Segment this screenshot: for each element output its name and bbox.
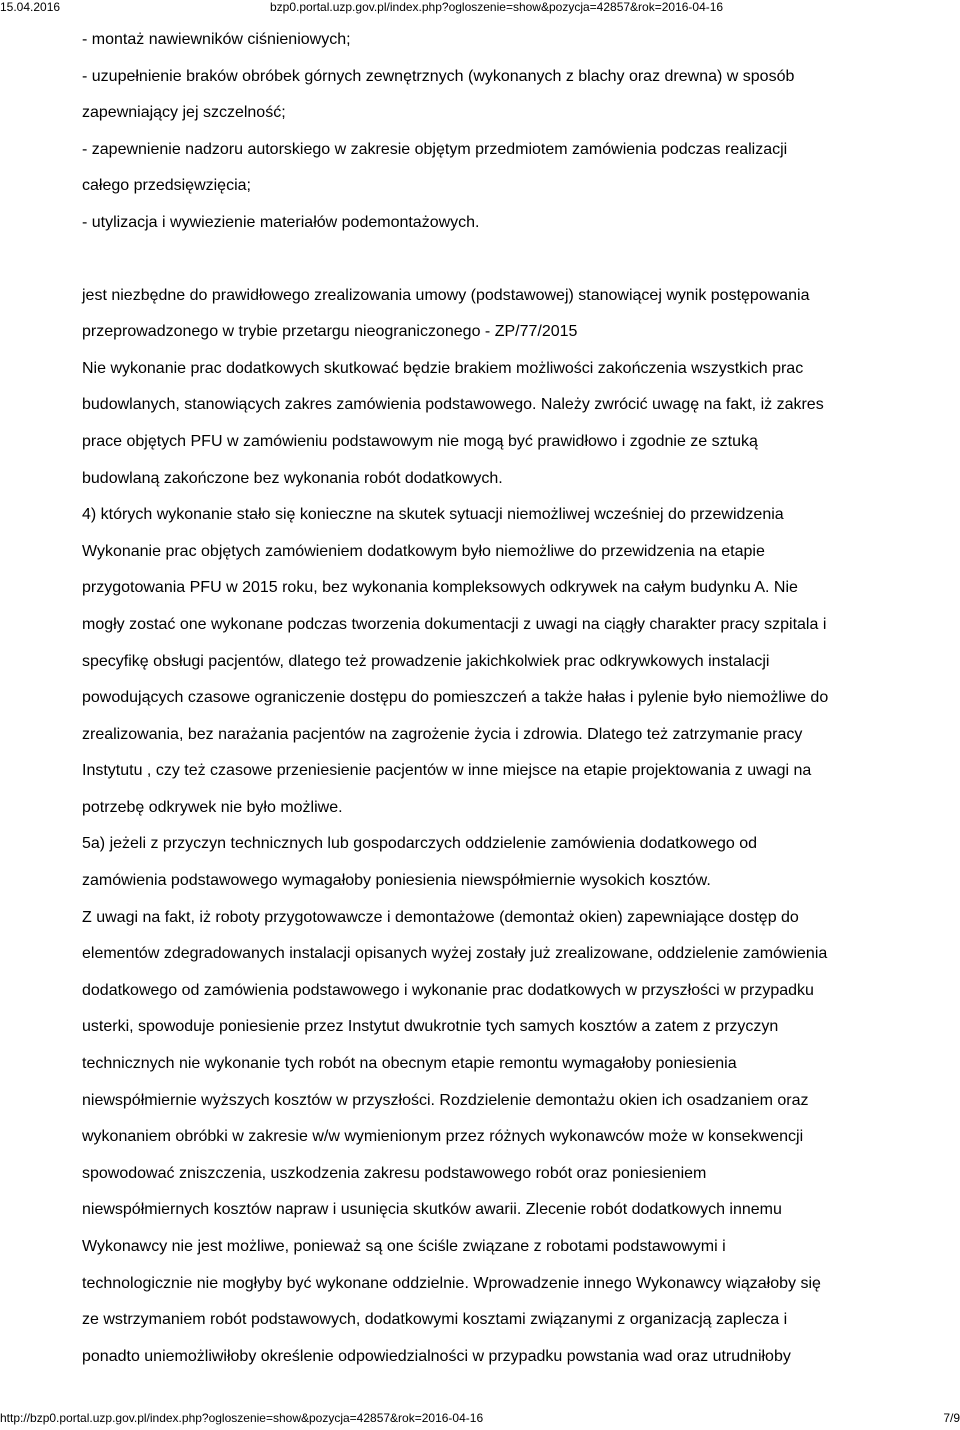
- print-footer: [0, 1411, 960, 1427]
- text-line: przygotowania PFU w 2015 roku, bez wykonania kompleksowych odkrywek na całym budynku A. Nie: [82, 579, 798, 597]
- text-line: potrzebę odkrywek nie było możliwe.: [82, 798, 343, 816]
- text-line: usterki, spowoduje poniesienie przez Instytut dwukrotnie tych samych kosztów a zatem z przyczyn: [82, 1018, 779, 1036]
- text-line: Instytutu , czy też czasowe przeniesienie pacjentów w inne miejsce na etapie projektowania z uwagi na: [82, 762, 812, 780]
- page-number: 7/9: [943, 1411, 960, 1425]
- text-line: spowodować zniszczenia, uszkodzenia zakresu podstawowego robót oraz poniesieniem: [82, 1164, 707, 1182]
- text-line: Z uwagi na fakt, iż roboty przygotowawcze i demontażowe (demontaż okien) zapewniające dostęp do: [82, 908, 799, 926]
- text-line: powodujących czasowe ograniczenie dostępu do pomieszczeń a także hałas i pylenie było niemożliwe do: [82, 689, 829, 707]
- text-line: jest niezbędne do prawidłowego zrealizowania umowy (podstawowej) stanowiącej wynik postępowania: [82, 286, 810, 304]
- text-line: specyfikę obsługi pacjentów, dlatego też prowadzenie jakichkolwiek prac odkrywkowych instalacji: [82, 652, 770, 670]
- text-line: całego przedsięwzięcia;: [82, 177, 251, 195]
- text-line: elementów zdegradowanych instalacji opisanych wyżej zostały już zrealizowane, oddzielenie zamówienia: [82, 945, 828, 963]
- text-line: niewspółmiernych kosztów napraw i usunięcia skutków awarii. Zlecenie robót dodatkowych innemu: [82, 1201, 782, 1219]
- footer-url: http://bzp0.portal.uzp.gov.pl/index.php?ogloszenie=show&pozycja=42857&rok=2016-04-16: [0, 1411, 484, 1425]
- text-line: niewspółmiernie wyższych kosztów w przyszłości. Rozdzielenie demontażu okien ich osadzaniem oraz: [82, 1091, 809, 1109]
- document-body: [82, 22, 948, 1375]
- paragraph-gap: [82, 242, 948, 278]
- text-line: - zapewnienie nadzoru autorskiego w zakresie objętym przedmiotem zamówienia podczas realizacji: [82, 140, 788, 158]
- text-line: Wykonanie prac objętych zamówieniem dodatkowym było niemożliwe do przewidzenia na etapie: [82, 542, 765, 560]
- text-line: Nie wykonanie prac dodatkowych skutkować będzie brakiem możliwości zakończenia wszystkich prac: [82, 359, 804, 377]
- print-page-title: bzp0.portal.uzp.gov.pl/index.php?ogloszenie=show&pozycja=42857&rok=2016-04-16: [270, 0, 724, 14]
- text-line: dodatkowego od zamówienia podstawowego i wykonanie prac dodatkowych w przyszłości w przypadku: [82, 981, 814, 999]
- text-line: - utylizacja i wywiezienie materiałów podemontażowych.: [82, 213, 480, 231]
- text-line: budowlanych, stanowiących zakres zamówienia podstawowego. Należy zwrócić uwagę na fakt, iż zakres: [82, 396, 824, 414]
- text-line: wykonaniem obróbki w zakresie w/w wymienionym przez różnych wykonawców może w konsekwencji: [82, 1128, 804, 1146]
- text-line: - montaż nawiewników ciśnieniowych;: [82, 31, 351, 48]
- print-header: [0, 0, 960, 16]
- text-line: zamówienia podstawowego wymagałoby poniesienia niewspółmiernie wysokich kosztów.: [82, 872, 711, 890]
- text-line: - uzupełnienie braków obróbek górnych zewnętrznych (wykonanych z blachy oraz drewna) w sposób: [82, 67, 795, 85]
- text-line: 5a) jeżeli z przyczyn technicznych lub gospodarczych oddzielenie zamówienia dodatkowego od: [82, 835, 758, 853]
- text-line: mogły zostać one wykonane podczas tworzenia dokumentacji z uwagi na ciągły charakter pracy szpitala i: [82, 615, 827, 633]
- text-line: technologicznie nie mogłyby być wykonane oddzielnie. Wprowadzenie innego Wykonawcy wiązałoby się: [82, 1274, 821, 1292]
- text-line: przeprowadzonego w trybie przetargu nieograniczonego - ZP/77/2015: [82, 323, 578, 341]
- text-line: Wykonawcy nie jest możliwe, ponieważ są one ściśle związane z robotami podstawowymi i: [82, 1238, 726, 1255]
- text-line: zrealizowania, bez narażania pacjentów na zagrożenie życia i zdrowia. Dlatego też zatrzymanie pracy: [82, 725, 803, 743]
- text-line: zapewniający jej szczelność;: [82, 104, 286, 122]
- text-line: prace objętych PFU w zamówieniu podstawowym nie mogą być prawidłowo i zgodnie ze sztuką: [82, 432, 758, 450]
- text-line: 4) których wykonanie stało się konieczne na skutek sytuacji niemożliwej wcześniej do przewidzenia: [82, 506, 784, 524]
- text-line: ze wstrzymaniem robót podstawowych, dodatkowymi kosztami związanymi z organizacją zaplecza i: [82, 1311, 788, 1329]
- text-line: ponadto uniemożliwiłoby określenie odpowiedzialności w przypadku powstania wad oraz utrudniłoby: [82, 1347, 791, 1365]
- print-date: 15.04.2016: [0, 0, 61, 14]
- text-line: technicznych nie wykonanie tych robót na obecnym etapie remontu wymagałoby poniesienia: [82, 1055, 737, 1073]
- text-line: budowlaną zakończone bez wykonania robót dodatkowych.: [82, 469, 503, 487]
